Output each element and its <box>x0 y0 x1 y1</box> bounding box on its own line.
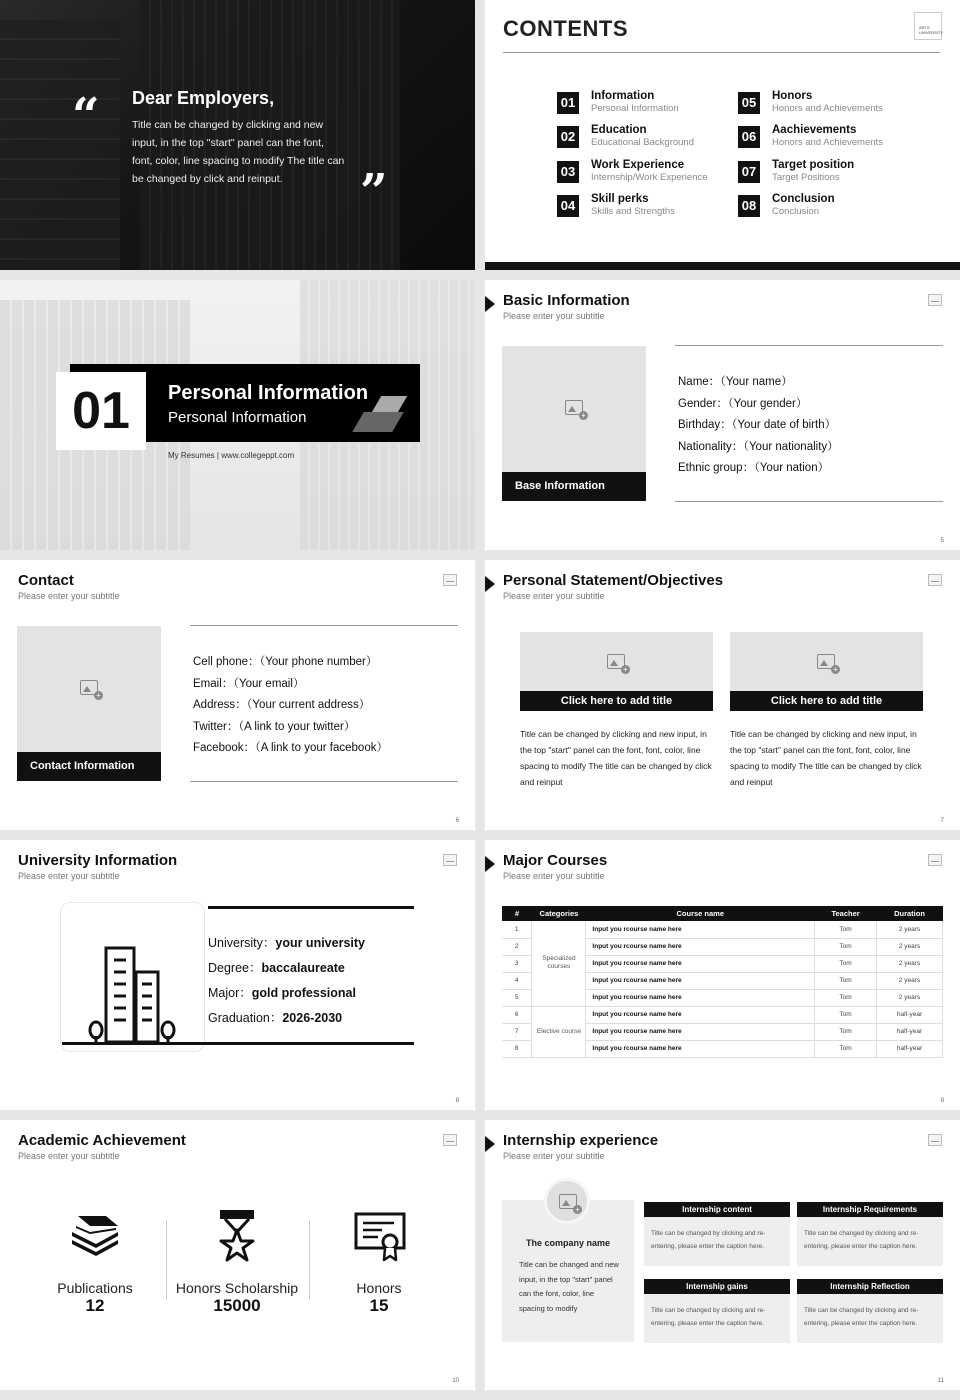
slide-title: University Information <box>18 852 178 869</box>
add-title-button[interactable]: Click here to add title <box>520 691 713 711</box>
slide-subtitle: Please enter your subtitle <box>18 871 120 881</box>
box-heading: Internship content <box>644 1202 790 1217</box>
box-text: Title can be changed by clicking and re-entering, please enter the caption here. <box>804 1307 919 1327</box>
section-number: 01 <box>56 372 146 450</box>
internship-reflection-box <box>797 1279 943 1343</box>
field-address: Address：（Your current address） <box>193 699 371 712</box>
table-row[interactable]: 7 Input you rcourse name here Tom half-year <box>502 1023 943 1040</box>
card-text: Title can be changed by clicking and new input, in the top "start" panel can the font, font, color, line spacing to modify The title can be changed by click and reinput <box>520 729 712 787</box>
header-triangle-icon <box>485 576 495 592</box>
page-number: 6 <box>455 818 459 824</box>
info-list <box>678 372 839 480</box>
field-nationality: Nationality：（Your nationality） <box>678 440 839 453</box>
contents-item[interactable] <box>738 193 908 223</box>
logo-icon <box>443 854 457 866</box>
item-number: 02 <box>557 126 579 148</box>
slide-internship-experience[interactable] <box>485 1120 960 1390</box>
slide-subtitle: Please enter your subtitle <box>503 311 605 321</box>
field-cell-phone: Cell phone：（Your phone number） <box>193 656 378 668</box>
slide-subtitle: Please enter your subtitle <box>18 591 120 601</box>
page-number: 9 <box>940 1098 944 1104</box>
company-name: The company name <box>525 1238 611 1248</box>
table-row[interactable]: 8 Input you rcourse name here Tom half-year <box>502 1040 943 1057</box>
header-triangle-icon <box>485 296 495 312</box>
achievement-value: 15000 <box>213 1296 261 1315</box>
item-subtitle: Internship/Work Experience <box>591 172 708 183</box>
slide-basic-information[interactable] <box>485 280 960 550</box>
achievement-label: Honors Scholarship <box>175 1280 299 1296</box>
bottom-rule <box>62 1042 414 1045</box>
slide-title: Internship experience <box>503 1132 659 1149</box>
divider <box>190 781 458 782</box>
internship-gains-box <box>644 1279 790 1343</box>
item-number: 01 <box>557 92 579 114</box>
graduation-row: Graduation：2026-2030 <box>208 1011 343 1025</box>
table-row[interactable]: 1 Specialized courses Input you rcourse name here Tom 2 years <box>502 921 943 938</box>
slide-subtitle: Please enter your subtitle <box>503 591 605 601</box>
company-text: Title can be changed and new input, in the top "start" panel can the font, color, line spacing to modify <box>519 1260 619 1313</box>
slide-title: Dear Employers, <box>132 88 275 108</box>
achievement-label: Publications <box>57 1280 133 1296</box>
item-subtitle: Skills and Strengths <box>591 206 675 217</box>
item-subtitle: Educational Background <box>591 137 694 148</box>
slide-title: Basic Information <box>503 292 630 309</box>
col-header: # <box>502 906 532 921</box>
field-birthday: Birthday：（Your date of birth） <box>678 419 837 432</box>
slide-title: Personal Statement/Objectives <box>503 572 724 589</box>
slide-header <box>503 292 630 321</box>
university-row: University：your university <box>208 936 365 950</box>
table-row[interactable]: 5 Input you rcourse name here Tom 2 years <box>502 989 943 1006</box>
achievement-honors-scholarship <box>167 1210 307 1316</box>
slide-dear-employers[interactable] <box>0 0 475 270</box>
contents-item[interactable] <box>557 90 727 120</box>
box-text: Title can be changed by clicking and re-entering, please enter the caption here. <box>804 1230 919 1250</box>
contents-item[interactable] <box>557 193 727 223</box>
slide-academic-achievement[interactable] <box>0 1120 475 1390</box>
section-subtitle: Personal Information <box>168 409 307 426</box>
page-number: 10 <box>452 1378 459 1384</box>
slide-contact[interactable] <box>0 560 475 830</box>
logo-icon <box>928 1134 942 1146</box>
company-photo-placeholder[interactable] <box>544 1178 590 1224</box>
section-title: Personal Information <box>168 382 369 404</box>
slide-header <box>18 852 177 881</box>
photo-placeholder[interactable] <box>17 626 161 752</box>
box-heading: Internship Requirements <box>797 1202 943 1217</box>
bottom-bar <box>485 262 960 270</box>
header-triangle-icon <box>485 1136 495 1152</box>
contents-item[interactable] <box>557 159 727 189</box>
slide-body-text: Title can be changed by clicking and new input, in the top "start" panel can the font, font, color, line spacing to modify The title can be changed by click and reinput. <box>132 119 345 185</box>
box-heading: Internship Reflection <box>797 1279 943 1294</box>
box-text: Title can be changed by clicking and re-entering, please enter the caption here. <box>651 1230 766 1250</box>
photo-label: Base Information <box>502 472 646 501</box>
slide-personal-statement[interactable] <box>485 560 960 830</box>
achievement-value: 15 <box>369 1296 389 1315</box>
logo-icon <box>443 1134 457 1146</box>
slide-header <box>503 572 723 601</box>
item-number: 07 <box>738 161 760 183</box>
item-subtitle: Honors and Achievements <box>772 137 883 148</box>
item-number: 06 <box>738 126 760 148</box>
contents-item[interactable] <box>738 124 908 154</box>
col-header: Duration <box>877 906 943 921</box>
item-number: 08 <box>738 195 760 217</box>
box-heading: Internship gains <box>644 1279 790 1294</box>
slide-title: Contact <box>18 572 74 589</box>
divider <box>190 625 458 626</box>
divider <box>675 345 943 346</box>
contents-item[interactable] <box>738 159 908 189</box>
image-placeholder[interactable] <box>730 632 923 691</box>
slide-title: Academic Achievement <box>18 1132 186 1149</box>
item-title: Conclusion <box>772 193 835 205</box>
page-number: 11 <box>937 1378 944 1384</box>
item-title: Work Experience <box>591 159 685 171</box>
contact-list <box>193 652 388 760</box>
item-title: Information <box>591 90 655 102</box>
internship-content-box <box>644 1202 790 1266</box>
add-image-icon[interactable] <box>817 654 835 669</box>
slide-subtitle: Please enter your subtitle <box>18 1151 120 1161</box>
background-building-left <box>0 20 120 270</box>
site-credit: My Resumes | www.collegeppt.com <box>168 451 295 460</box>
item-number: 03 <box>557 161 579 183</box>
field-twitter: Twitter：（A link to your twitter） <box>193 720 356 733</box>
add-title-button[interactable]: Click here to add title <box>730 691 923 711</box>
category-cell: Specialized courses <box>532 921 586 1006</box>
achievement-honors <box>309 1210 449 1316</box>
open-quote-icon: “ <box>72 88 100 144</box>
item-title: Target position <box>772 159 855 171</box>
building-icon <box>80 940 190 1044</box>
logo-icon <box>928 854 942 866</box>
item-title: Aachievements <box>772 124 857 136</box>
contents-item[interactable] <box>738 90 908 120</box>
slide-major-courses[interactable] <box>485 840 960 1110</box>
page-number: 5 <box>940 538 944 544</box>
university-logo: ARTS UNIVERSITY <box>914 12 942 40</box>
field-name: Name：（Your name） <box>678 376 793 388</box>
degree-row: Degree：baccalaureate <box>208 961 345 975</box>
page-number: 7 <box>940 818 944 824</box>
achievement-value: 12 <box>85 1296 105 1315</box>
table-row[interactable]: 4 Input you rcourse name here Tom 2 years <box>502 972 943 989</box>
box-text: Title can be changed by clicking and re-entering, please enter the caption here. <box>651 1307 766 1327</box>
divider <box>503 52 940 53</box>
item-title: Honors <box>772 90 813 102</box>
table-row[interactable]: 2 Input you rcourse name here Tom 2 years <box>502 938 943 955</box>
achievement-publications <box>25 1210 165 1316</box>
achievement-label: Honors <box>356 1280 402 1296</box>
top-rule <box>208 906 414 909</box>
photo-label: Contact Information <box>17 752 161 781</box>
item-number: 05 <box>738 92 760 114</box>
logo-icon <box>443 574 457 586</box>
add-image-icon[interactable] <box>565 400 583 415</box>
item-number: 04 <box>557 195 579 217</box>
add-image-icon[interactable] <box>607 654 625 669</box>
page-number: 8 <box>455 1098 459 1104</box>
major-row: Major：gold professional <box>208 986 356 1000</box>
field-email: Email：（Your email） <box>193 677 305 690</box>
slide-subtitle: Please enter your subtitle <box>503 1151 605 1161</box>
col-header: Teacher <box>815 906 877 921</box>
item-subtitle: Conclusion <box>772 206 819 217</box>
table-row[interactable]: 3 Input you rcourse name here Tom 2 years <box>502 955 943 972</box>
table-row[interactable]: 6 Elective course Input you rcourse name here Tom half-year <box>502 1006 943 1023</box>
slide-title: Major Courses <box>503 852 608 869</box>
slide-title: CONTENTS <box>503 16 628 41</box>
image-placeholder[interactable] <box>520 632 713 691</box>
slide-header <box>503 1132 658 1161</box>
col-header: Categories <box>532 906 586 921</box>
item-title: Education <box>591 124 647 136</box>
slide-subtitle: Please enter your subtitle <box>503 871 605 881</box>
add-image-icon[interactable] <box>559 1194 577 1209</box>
internship-requirements-box <box>797 1202 943 1266</box>
logo-icon <box>928 294 942 306</box>
item-subtitle: Personal Information <box>591 103 679 114</box>
courses-table <box>502 906 943 1058</box>
item-subtitle: Honors and Achievements <box>772 103 883 114</box>
slide-university-information[interactable] <box>0 840 475 1110</box>
slide-header <box>18 1132 186 1161</box>
contents-item[interactable] <box>557 124 727 154</box>
field-facebook: Facebook：（A link to your facebook） <box>193 742 388 755</box>
header-triangle-icon <box>485 856 495 872</box>
table-header-row <box>502 906 943 921</box>
item-subtitle: Target Positions <box>772 172 840 183</box>
slide-contents[interactable] <box>485 0 960 270</box>
field-gender: Gender：（Your gender） <box>678 397 808 410</box>
logo-icon <box>928 574 942 586</box>
slide-header <box>503 852 607 881</box>
slide-header <box>18 572 120 601</box>
field-ethnic-group: Ethnic group：（Your nation） <box>678 462 830 475</box>
category-cell: Elective course <box>532 1006 586 1057</box>
close-quote-icon: ” <box>360 164 388 220</box>
photo-placeholder[interactable] <box>502 346 646 472</box>
col-header: Course name <box>586 906 815 921</box>
slide-section-personal-information[interactable] <box>0 280 475 550</box>
divider <box>675 501 943 502</box>
item-title: Skill perks <box>591 193 649 205</box>
card-text: Title can be changed by clicking and new input, in the top "start" panel can the font, font, color, line spacing to modify The title can be changed by click and reinput <box>730 729 922 787</box>
add-image-icon[interactable] <box>80 680 98 695</box>
